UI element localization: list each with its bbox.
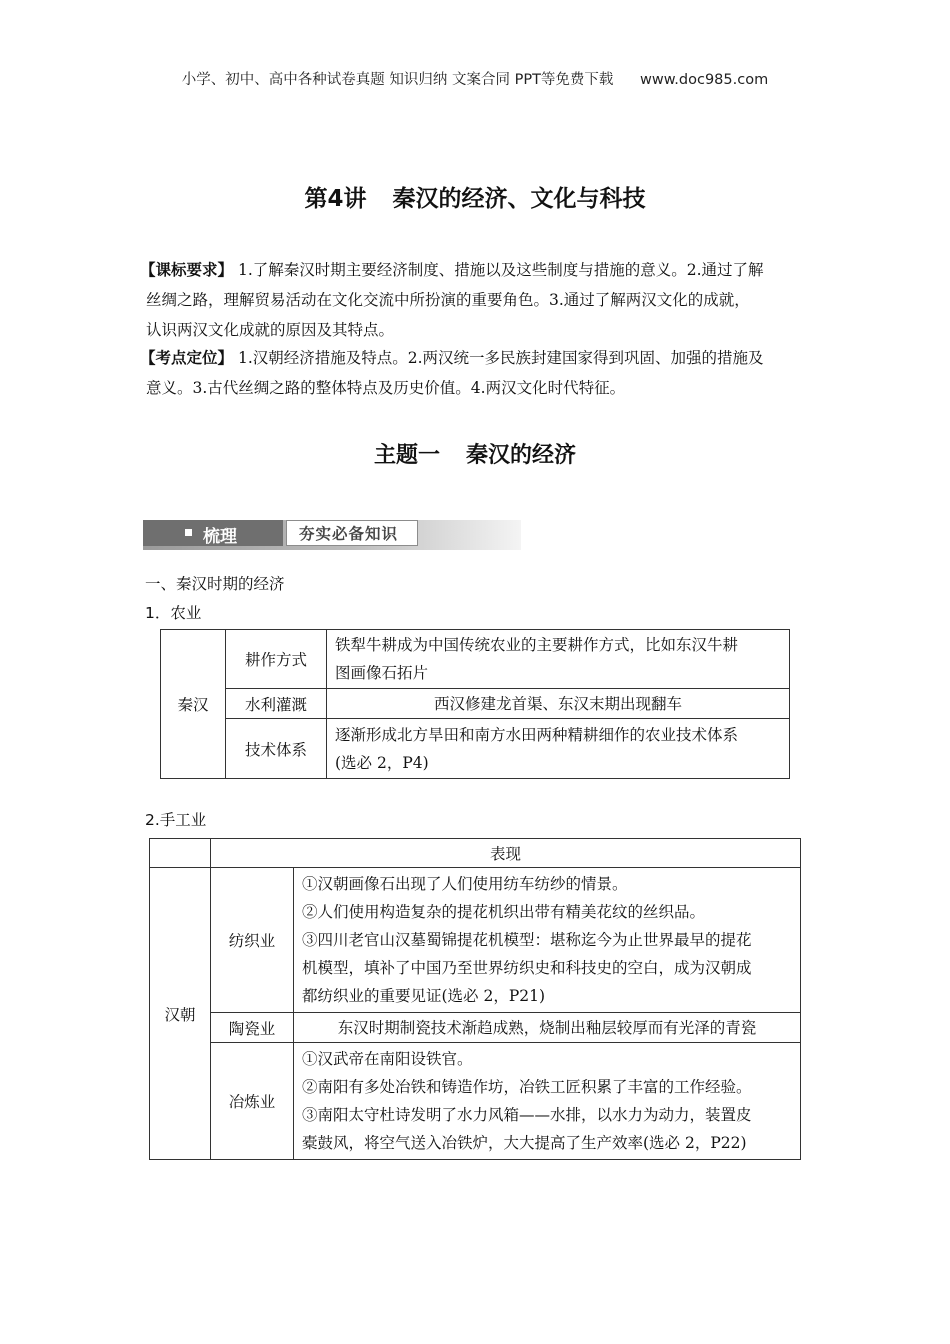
positioning-label: 【考点定位】 (140, 349, 234, 367)
handicraft-heading: 2.手工业 (145, 811, 207, 829)
content-cell (294, 1043, 801, 1160)
content-line: ③四川老官山汉墓蜀锦提花机模型：堪称迄今为止世界最早的提花 (302, 931, 752, 949)
item-cell: 陶瓷业 (211, 1013, 294, 1043)
period-cell: 秦汉 (161, 630, 226, 779)
content-cell (327, 630, 790, 689)
section-banner (143, 520, 521, 550)
period-cell: 汉朝 (150, 868, 211, 1160)
curriculum-requirements (140, 255, 810, 345)
section-heading-economy: 一、秦汉时期的经济 (145, 575, 285, 593)
agriculture-table (160, 629, 790, 779)
content-cell (327, 719, 790, 779)
exam-positioning (140, 343, 810, 403)
agriculture-heading: 1．农业 (145, 604, 202, 622)
content-line: 橐鼓风，将空气送入冶铁炉，大大提高了生产效率(选必 2，P22) (302, 1134, 747, 1152)
item-cell: 冶炼业 (211, 1043, 294, 1160)
table-row (150, 868, 801, 1013)
table-row (150, 1043, 801, 1160)
header-url[interactable]: www.doc985.com (640, 72, 769, 88)
table-row (150, 1013, 801, 1043)
table-row (150, 839, 801, 868)
content-line: 逐渐形成北方旱田和南方水田两种精耕细作的农业技术体系 (335, 725, 739, 744)
table-row (161, 630, 790, 689)
table-row (161, 719, 790, 779)
blank-header-cell (150, 839, 211, 868)
content-cell (294, 868, 801, 1013)
requirements-line-2: 丝绸之路，理解贸易活动在文化交流中所扮演的重要角色。3.通过了解两汉文化的成就， (146, 291, 750, 309)
lesson-number: 第4讲 (304, 186, 367, 212)
content-line: 都纺织业的重要见证(选必 2，P21) (302, 987, 546, 1005)
theme-name: 秦汉的经济 (466, 443, 577, 468)
content-line: ①汉朝画像石出现了人们使用纺车纺纱的情景。 (302, 875, 628, 893)
content-line: ①汉武帝在南阳设铁官。 (302, 1050, 473, 1068)
positioning-line-1: 1.汉朝经济措施及特点。2.两汉统一多民族封建国家得到巩固、加强的措施及 (237, 349, 764, 367)
banner-sublabel: 夯实必备知识 (299, 525, 399, 543)
content-line: (选必 2，P4) (335, 753, 429, 772)
content-line: ②人们使用构造复杂的提花机织出带有精美花纹的丝织品。 (302, 903, 706, 921)
positioning-line-2: 意义。3.古代丝绸之路的整体特点及历史价值。4.两汉文化时代特征。 (146, 379, 626, 397)
column-header: 表现 (211, 839, 801, 868)
page-header (0, 68, 950, 89)
content-line: ③南阳太守杜诗发明了水力风箱——水排，以水力为动力，装置皮 (302, 1106, 752, 1124)
handicraft-table (149, 838, 801, 1160)
content-cell: 东汉时期制瓷技术渐趋成熟，烧制出釉层较厚而有光泽的青瓷 (294, 1013, 801, 1043)
content-line: 铁犁牛耕成为中国传统农业的主要耕作方式，比如东汉牛耕 (335, 636, 739, 654)
requirements-label: 【课标要求】 (140, 261, 234, 279)
requirements-line-3: 认识两汉文化成就的原因及其特点。 (146, 321, 395, 339)
content-line: 机模型，填补了中国乃至世界纺织史和科技史的空白，成为汉朝成 (302, 959, 752, 977)
content-line: ②南阳有多处冶铁和铸造作坊，冶铁工匠积累了丰富的工作经验。 (302, 1078, 752, 1096)
content-line: 图画像石拓片 (335, 664, 429, 682)
item-cell: 纺织业 (211, 868, 294, 1013)
item-cell: 耕作方式 (226, 630, 327, 689)
item-cell: 技术体系 (226, 719, 327, 779)
content-cell: 西汉修建龙首渠、东汉末期出现翻车 (327, 689, 790, 719)
header-text: 小学、初中、高中各种试卷真题 知识归纳 文案合同 PPT等免费下载 (181, 72, 614, 88)
lesson-name: 秦汉的经济、文化与科技 (392, 186, 646, 212)
square-bullet-icon (185, 529, 192, 536)
theme-number: 主题一 (373, 443, 440, 468)
theme-title (0, 438, 950, 469)
item-cell: 水利灌溉 (226, 689, 327, 719)
lesson-title (0, 180, 950, 213)
requirements-line-1: 1.了解秦汉时期主要经济制度、措施以及这些制度与措施的意义。2.通过了解 (237, 261, 764, 279)
banner-label: 梳理 (203, 527, 237, 547)
table-row (161, 689, 790, 719)
